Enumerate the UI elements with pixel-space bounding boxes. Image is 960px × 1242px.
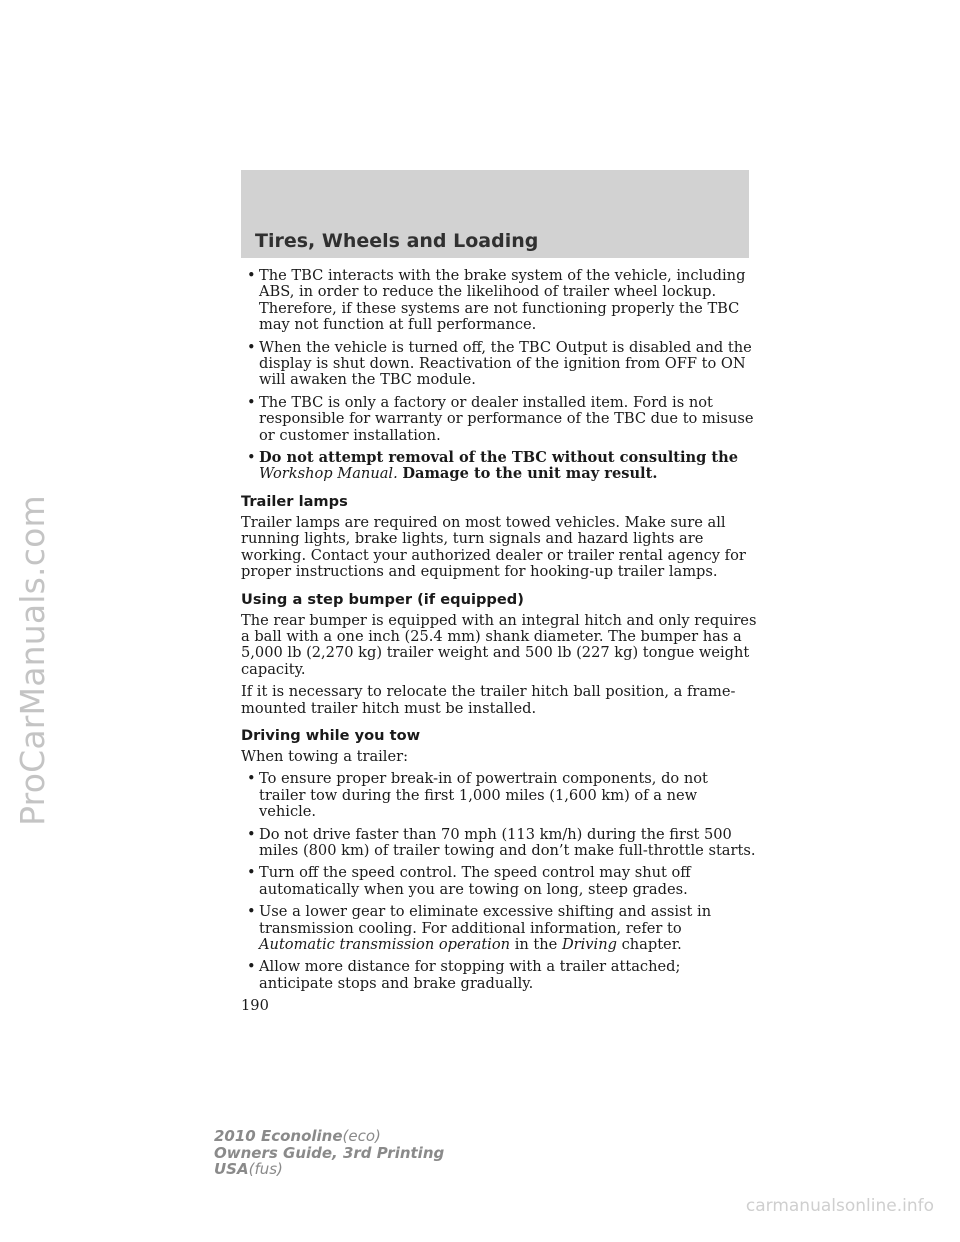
step-bumper-body: The rear bumper is equipped with an integral hitch and only requires a ball with a one inch (25.4 mm) shank diameter. The bumper has a 5,000 lb (2,270 kg) trailer weight and 500 lb (227 kg) tongue weight capacity. bbox=[241, 611, 757, 678]
footer-market-code: (fus) bbox=[248, 1160, 283, 1178]
footer-model-code: (eco) bbox=[342, 1127, 381, 1145]
footer-line-guide: Owners Guide, 3rd Printing bbox=[214, 1143, 445, 1162]
automatic-transmission-ref: Automatic transmission operation bbox=[259, 936, 511, 953]
list-item: • When the vehicle is turned off, the TBC Output is disabled and the display is shut down. Reactivation of the ignition from OFF to ON will awaken the TBC module. bbox=[241, 340, 757, 389]
bottom-watermark: carmanualsonline.info bbox=[745, 1196, 934, 1216]
list-item: • To ensure proper break-in of powertrain components, do not trailer tow during the first 1,000 miles (1,600 km) of a new vehicle. bbox=[241, 771, 757, 820]
tbc-warning-item bbox=[241, 450, 757, 483]
list-item: • Turn off the speed control. The speed control may shut off automatically when you are towing on long, steep grades. bbox=[241, 865, 757, 898]
section-header-band bbox=[241, 170, 749, 258]
page-number: 190 bbox=[241, 997, 269, 1015]
page-content bbox=[241, 268, 757, 1015]
document-footer bbox=[214, 1128, 444, 1178]
gear-text-mid: in the bbox=[514, 936, 558, 953]
side-watermark bbox=[10, 430, 54, 890]
gear-text-start: Use a lower gear to eliminate excessive shifting and assist in transmission cooling. For additional information, refer to bbox=[259, 903, 712, 937]
step-bumper-heading: Using a step bumper (if equipped) bbox=[241, 590, 524, 608]
workshop-manual-ref: Workshop Manual. bbox=[259, 465, 398, 483]
watermark-text: ProCarManuals.com bbox=[12, 494, 52, 826]
driving-tow-heading: Driving while you tow bbox=[241, 726, 421, 744]
list-item: • The TBC interacts with the brake system of the vehicle, including ABS, in order to reduce the likelihood of trailer wheel lockup. Therefore, if these systems are not functioning properly the TBC may not function at full performance. bbox=[241, 268, 757, 334]
list-item: • The TBC is only a factory or dealer installed item. Ford is not responsible for warranty or performance of the TBC due to misuse or customer installation. bbox=[241, 395, 757, 444]
list-item: • Allow more distance for stopping with a trailer attached; anticipate stops and brake gradually. bbox=[241, 959, 757, 992]
trailer-lamps-body: Trailer lamps are required on most towed vehicles. Make sure all running lights, brake lights, turn signals and hazard lights are working. Contact your authorized dealer or trailer rental agency for proper instructions and equipment for hooking-up trailer lamps. bbox=[241, 513, 746, 581]
driving-tow-intro: When towing a trailer: bbox=[241, 747, 409, 765]
warning-bold-end: Damage to the unit may result. bbox=[402, 465, 658, 483]
warning-bold-start: Do not attempt removal of the TBC without consulting the bbox=[259, 449, 739, 467]
driving-chapter-ref: Driving bbox=[561, 936, 617, 953]
trailer-lamps-heading: Trailer lamps bbox=[241, 492, 348, 510]
footer-market: USA bbox=[214, 1160, 249, 1178]
hitch-relocation-body: If it is necessary to relocate the trailer hitch ball position, a frame-mounted trailer hitch must be installed. bbox=[241, 683, 736, 717]
gear-text-end: chapter. bbox=[621, 936, 682, 953]
footer-line-model bbox=[214, 1128, 444, 1145]
towing-bullet-list bbox=[241, 771, 757, 992]
list-item: • Do not drive faster than 70 mph (113 km/h) during the first 500 miles (800 km) of trailer towing and don’t make full-throttle starts. bbox=[241, 827, 757, 860]
section-title: Tires, Wheels and Loading bbox=[255, 230, 539, 252]
footer-line-market bbox=[214, 1161, 444, 1178]
tbc-bullet-list bbox=[241, 268, 757, 483]
lower-gear-item bbox=[241, 904, 757, 953]
footer-model: 2010 Econoline bbox=[214, 1127, 343, 1145]
